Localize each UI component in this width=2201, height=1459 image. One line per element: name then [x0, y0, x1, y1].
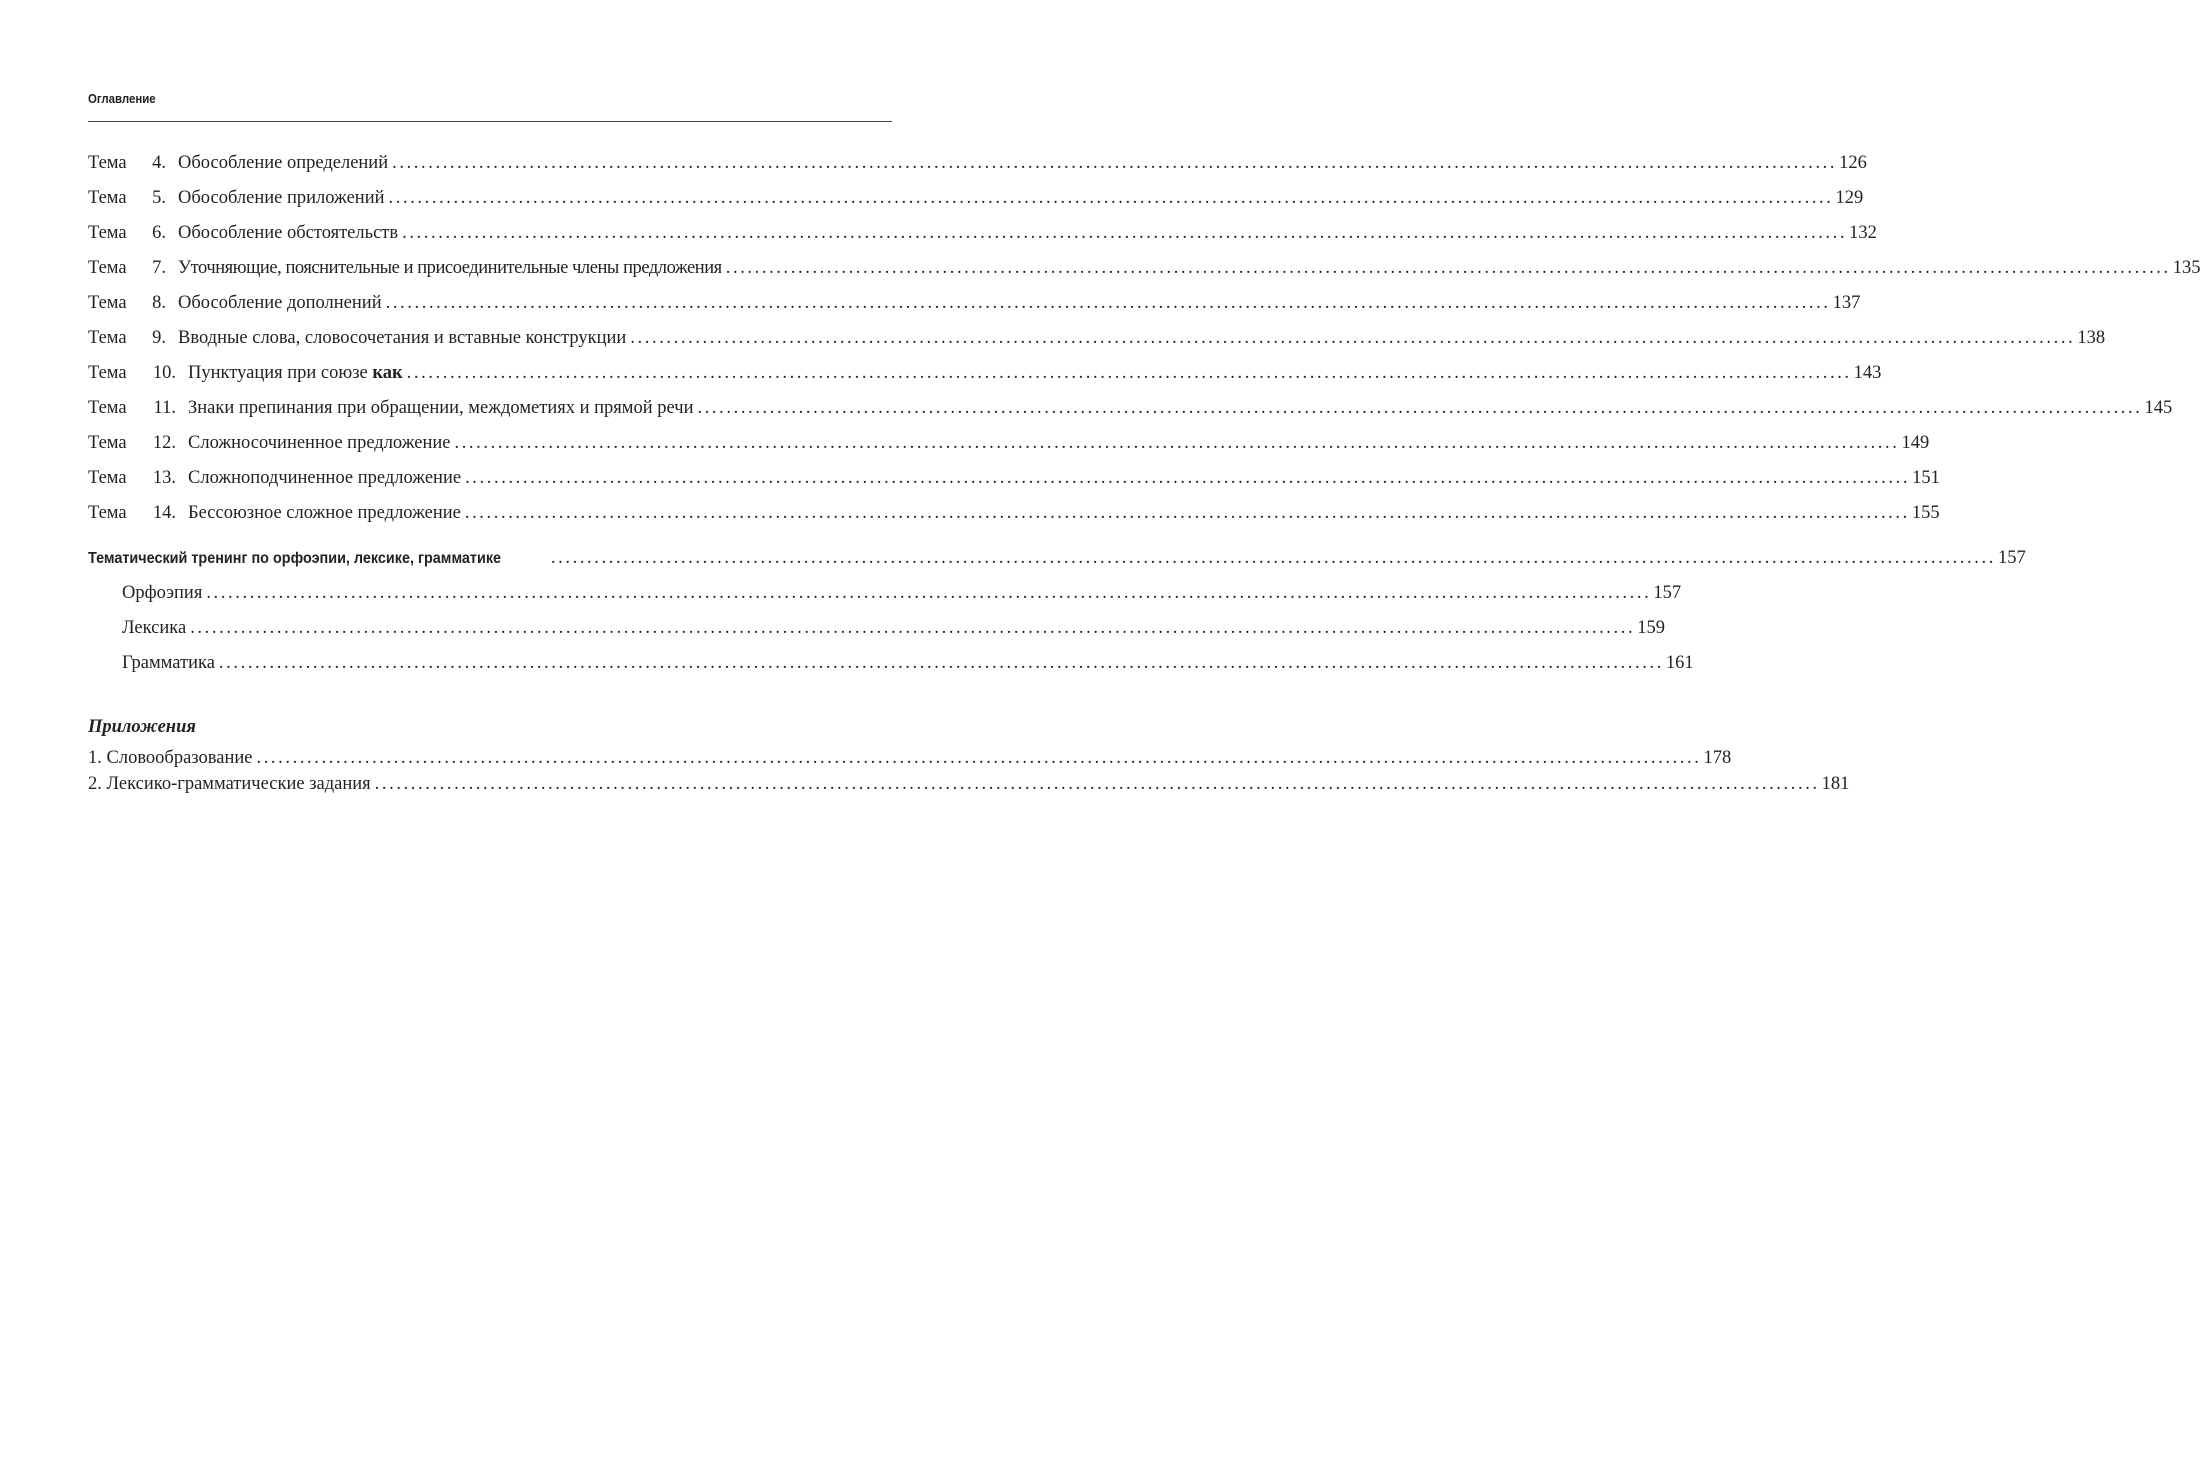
- topic-title: Бессоюзное сложное предложение: [188, 503, 461, 523]
- leader-dots: ........................................................................................................................................................................................................: [697, 398, 2143, 418]
- topic-number: 11.: [153, 398, 176, 418]
- leader-dots: ........................................................................................................................................................................................................: [392, 153, 1838, 173]
- toc-entry-thematic-training[interactable]: [88, 541, 2026, 576]
- running-header: Оглавление: [88, 91, 156, 106]
- page-number: 161: [1665, 653, 1694, 673]
- page-number: 149: [1901, 433, 1930, 453]
- topic-prefix: Тема: [88, 363, 127, 383]
- topic-title: Обособление обстоятельств: [178, 223, 399, 243]
- topic-title: Уточняющие, пояснительные и присоединительные члены предложения: [178, 258, 722, 278]
- topic-number: 9.: [152, 328, 166, 348]
- toc-entry-topic-12[interactable]: [88, 426, 1930, 461]
- appendix-heading: Приложения: [88, 717, 196, 737]
- toc-entry-topic-8[interactable]: [88, 286, 1861, 321]
- leader-dots: ........................................................................................................................................................................................................: [406, 363, 1852, 383]
- topic-title: Вводные слова, словосочетания и вставные конструкции: [178, 328, 627, 348]
- leader-dots: ........................................................................................................................................................................................................: [256, 748, 1702, 768]
- page-number: 155: [1911, 503, 1940, 523]
- topic-title: Обособление приложений: [178, 188, 385, 208]
- toc-entry-lexicon[interactable]: [88, 611, 1665, 646]
- leader-dots: ........................................................................................................................................................................................................: [550, 548, 1996, 568]
- page-number: 126: [1839, 153, 1867, 173]
- page-number: 129: [1835, 188, 1864, 208]
- topic-prefix: Тема: [88, 328, 127, 348]
- topic-number: 6.: [152, 223, 166, 243]
- toc-entry-topic-7[interactable]: [88, 251, 2201, 286]
- leader-dots: ........................................................................................................................................................................................................: [464, 503, 1910, 523]
- page-number: 145: [2144, 398, 2173, 418]
- page-number: 135: [2172, 258, 2201, 278]
- page-number: 181: [1821, 774, 1850, 794]
- topic-title: Пунктуация при союзе: [188, 363, 373, 383]
- topic-number: 8.: [152, 293, 166, 313]
- toc-entry-topic-14[interactable]: [88, 496, 1940, 531]
- topic-title: Знаки препинания при обращении, междометиях и прямой речи: [188, 398, 694, 418]
- page-number: 137: [1832, 293, 1861, 313]
- topic-number: 4.: [152, 153, 166, 173]
- toc-entry-topic-11[interactable]: [88, 391, 2173, 426]
- leader-dots: ........................................................................................................................................................................................................: [630, 328, 2076, 348]
- leader-dots: ........................................................................................................................................................................................................: [454, 433, 1900, 453]
- leader-dots: ........................................................................................................................................................................................................: [402, 223, 1848, 243]
- topic-number: 10.: [152, 363, 176, 383]
- page-number: 178: [1703, 748, 1732, 768]
- header-rule: [88, 121, 892, 122]
- page-number: 132: [1849, 223, 1877, 243]
- toc-entry-grammar[interactable]: [88, 646, 1694, 681]
- leader-dots: ........................................................................................................................................................................................................: [218, 653, 1664, 673]
- topic-prefix: Тема: [88, 468, 127, 488]
- topic-prefix: Тема: [88, 433, 127, 453]
- toc-entry-appendix-2[interactable]: [88, 771, 1850, 797]
- topic-prefix: Тема: [88, 188, 127, 208]
- topic-prefix: Тема: [88, 223, 127, 243]
- topic-number: 13.: [152, 468, 176, 488]
- subsection-title: Грамматика: [122, 653, 215, 673]
- topic-title-emphasis: как: [372, 363, 403, 383]
- topic-number: 12.: [152, 433, 176, 453]
- leader-dots: ........................................................................................................................................................................................................: [206, 583, 1652, 603]
- leader-dots: ........................................................................................................................................................................................................: [385, 293, 1831, 313]
- topic-prefix: Тема: [88, 258, 127, 278]
- leader-dots: ........................................................................................................................................................................................................: [190, 618, 1636, 638]
- page-number: 143: [1853, 363, 1882, 383]
- toc-entry-topic-10[interactable]: [88, 356, 1882, 391]
- topic-number: 5.: [152, 188, 166, 208]
- toc-entry-topic-6[interactable]: [88, 216, 1877, 251]
- topic-prefix: Тема: [88, 398, 127, 418]
- page-number: 138: [2077, 328, 2106, 348]
- topic-number: 14.: [152, 503, 176, 523]
- page-number: 157: [1997, 548, 2026, 568]
- topic-number: 7.: [152, 258, 166, 278]
- topic-title: Сложносочиненное предложение: [188, 433, 451, 453]
- page-number: 159: [1637, 618, 1665, 638]
- leader-dots: ........................................................................................................................................................................................................: [374, 774, 1820, 794]
- leader-dots: ........................................................................................................................................................................................................: [388, 188, 1834, 208]
- toc-entry-orthoepy[interactable]: [88, 576, 1682, 611]
- appendix-item-title: 2. Лексико-грамматические задания: [88, 774, 371, 794]
- toc-entry-topic-4[interactable]: [88, 146, 1867, 181]
- table-of-contents: [88, 146, 2201, 797]
- page-number: 157: [1653, 583, 1682, 603]
- appendix-item-title: 1. Словообразование: [88, 748, 253, 768]
- leader-dots: ........................................................................................................................................................................................................: [725, 258, 2171, 278]
- topic-prefix: Тема: [88, 503, 127, 523]
- topic-title: Обособление дополнений: [178, 293, 382, 313]
- topic-prefix: Тема: [88, 293, 127, 313]
- subsection-title: Орфоэпия: [122, 583, 203, 603]
- subsection-title: Лексика: [122, 618, 187, 638]
- topic-title: Сложноподчиненное предложение: [188, 468, 462, 488]
- section-title: Тематический тренинг по орфоэпии, лексике, грамматике: [88, 550, 502, 567]
- page-number: 151: [1912, 468, 1940, 488]
- topic-prefix: Тема: [88, 153, 127, 173]
- toc-entry-topic-13[interactable]: [88, 461, 1940, 496]
- topic-title: Обособление определений: [178, 153, 389, 173]
- toc-entry-topic-9[interactable]: [88, 321, 2106, 356]
- toc-entry-topic-5[interactable]: [88, 181, 1864, 216]
- leader-dots: ........................................................................................................................................................................................................: [465, 468, 1911, 488]
- toc-entry-appendix-1[interactable]: [88, 745, 1732, 771]
